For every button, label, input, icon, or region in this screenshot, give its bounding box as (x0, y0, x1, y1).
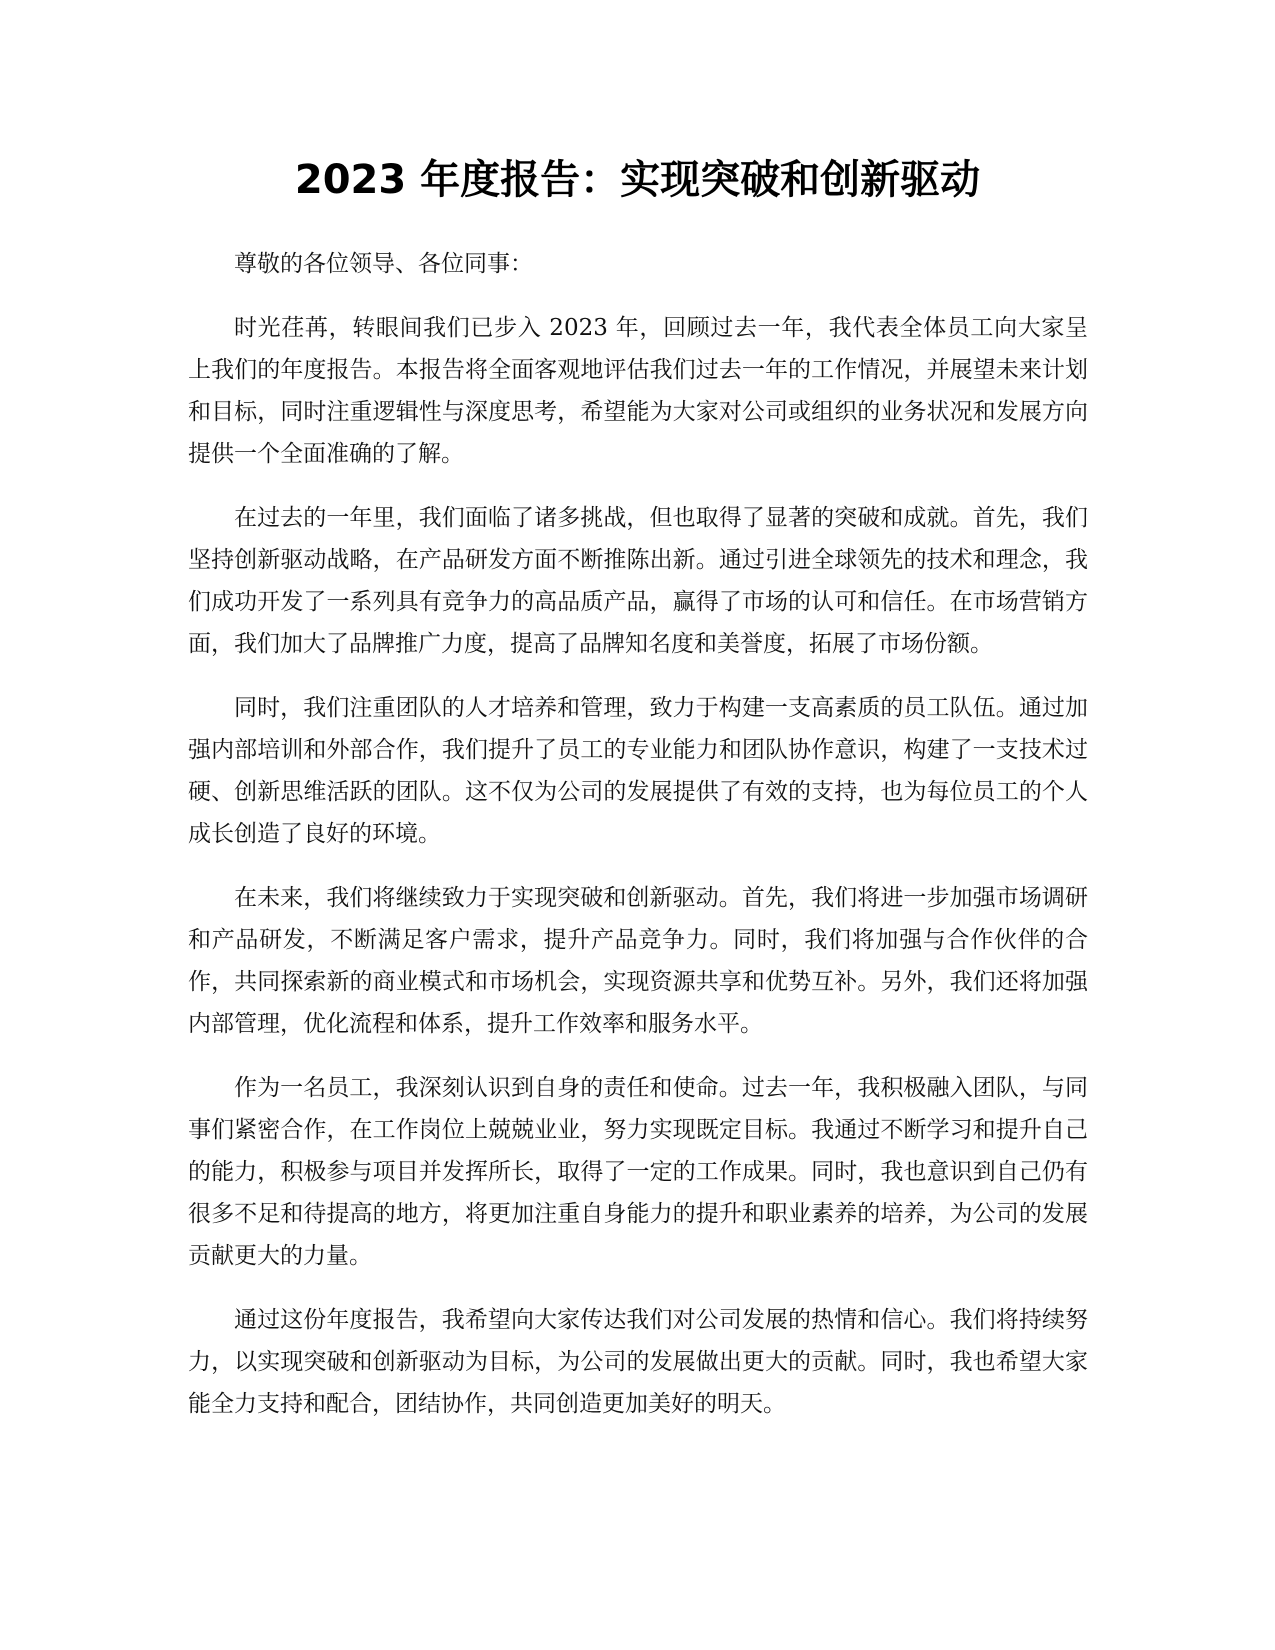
document-body (188, 243, 1088, 1447)
paragraph-3: 同时，我们注重团队的人才培养和管理，致力于构建一支高素质的员工队伍。通过加强内部培训和外部合作，我们提升了员工的专业能力和团队协作意识，构建了一支技术过硬、创新思维活跃的团队。这不仅为公司的发展提供了有效的支持，也为每位员工的个人成长创造了良好的环境。 (188, 695, 1088, 847)
paragraph-1: 时光荏苒，转眼间我们已步入 2023 年，回顾过去一年，我代表全体员工向大家呈上我们的年度报告。本报告将全面客观地评估我们过去一年的工作情况，并展望未来计划和目标，同时注重逻辑性与深度思考，希望能为大家对公司或组织的业务状况和发展方向提供一个全面准确的了解。 (188, 315, 1088, 467)
paragraph-6: 通过这份年度报告，我希望向大家传达我们对公司发展的热情和信心。我们将持续努力，以实现突破和创新驱动为目标，为公司的发展做出更大的贡献。同时，我也希望大家能全力支持和配合，团结协作，共同创造更加美好的明天。 (188, 1307, 1088, 1417)
paragraph-4: 在未来，我们将继续致力于实现突破和创新驱动。首先，我们将进一步加强市场调研和产品研发，不断满足客户需求，提升产品竞争力。同时，我们将加强与合作伙伴的合作，共同探索新的商业模式和市场机会，实现资源共享和优势互补。另外，我们还将加强内部管理，优化流程和体系，提升工作效率和服务水平。 (188, 885, 1088, 1037)
paragraph-5: 作为一名员工，我深刻认识到自身的责任和使命。过去一年，我积极融入团队，与同事们紧密合作，在工作岗位上兢兢业业，努力实现既定目标。我通过不断学习和提升自己的能力，积极参与项目并发挥所长，取得了一定的工作成果。同时，我也意识到自己仍有很多不足和待提高的地方，将更加注重自身能力的提升和职业素养的培养，为公司的发展贡献更大的力量。 (188, 1075, 1088, 1269)
paragraph-2: 在过去的一年里，我们面临了诸多挑战，但也取得了显著的突破和成就。首先，我们坚持创新驱动战略，在产品研发方面不断推陈出新。通过引进全球领先的技术和理念，我们成功开发了一系列具有竞争力的高品质产品，赢得了市场的认可和信任。在市场营销方面，我们加大了品牌推广力度，提高了品牌知名度和美誉度，拓展了市场份额。 (188, 505, 1088, 657)
document-title: 2023 年度报告：实现突破和创新驱动 (294, 157, 981, 203)
salutation: 尊敬的各位领导、各位同事： (234, 251, 533, 277)
